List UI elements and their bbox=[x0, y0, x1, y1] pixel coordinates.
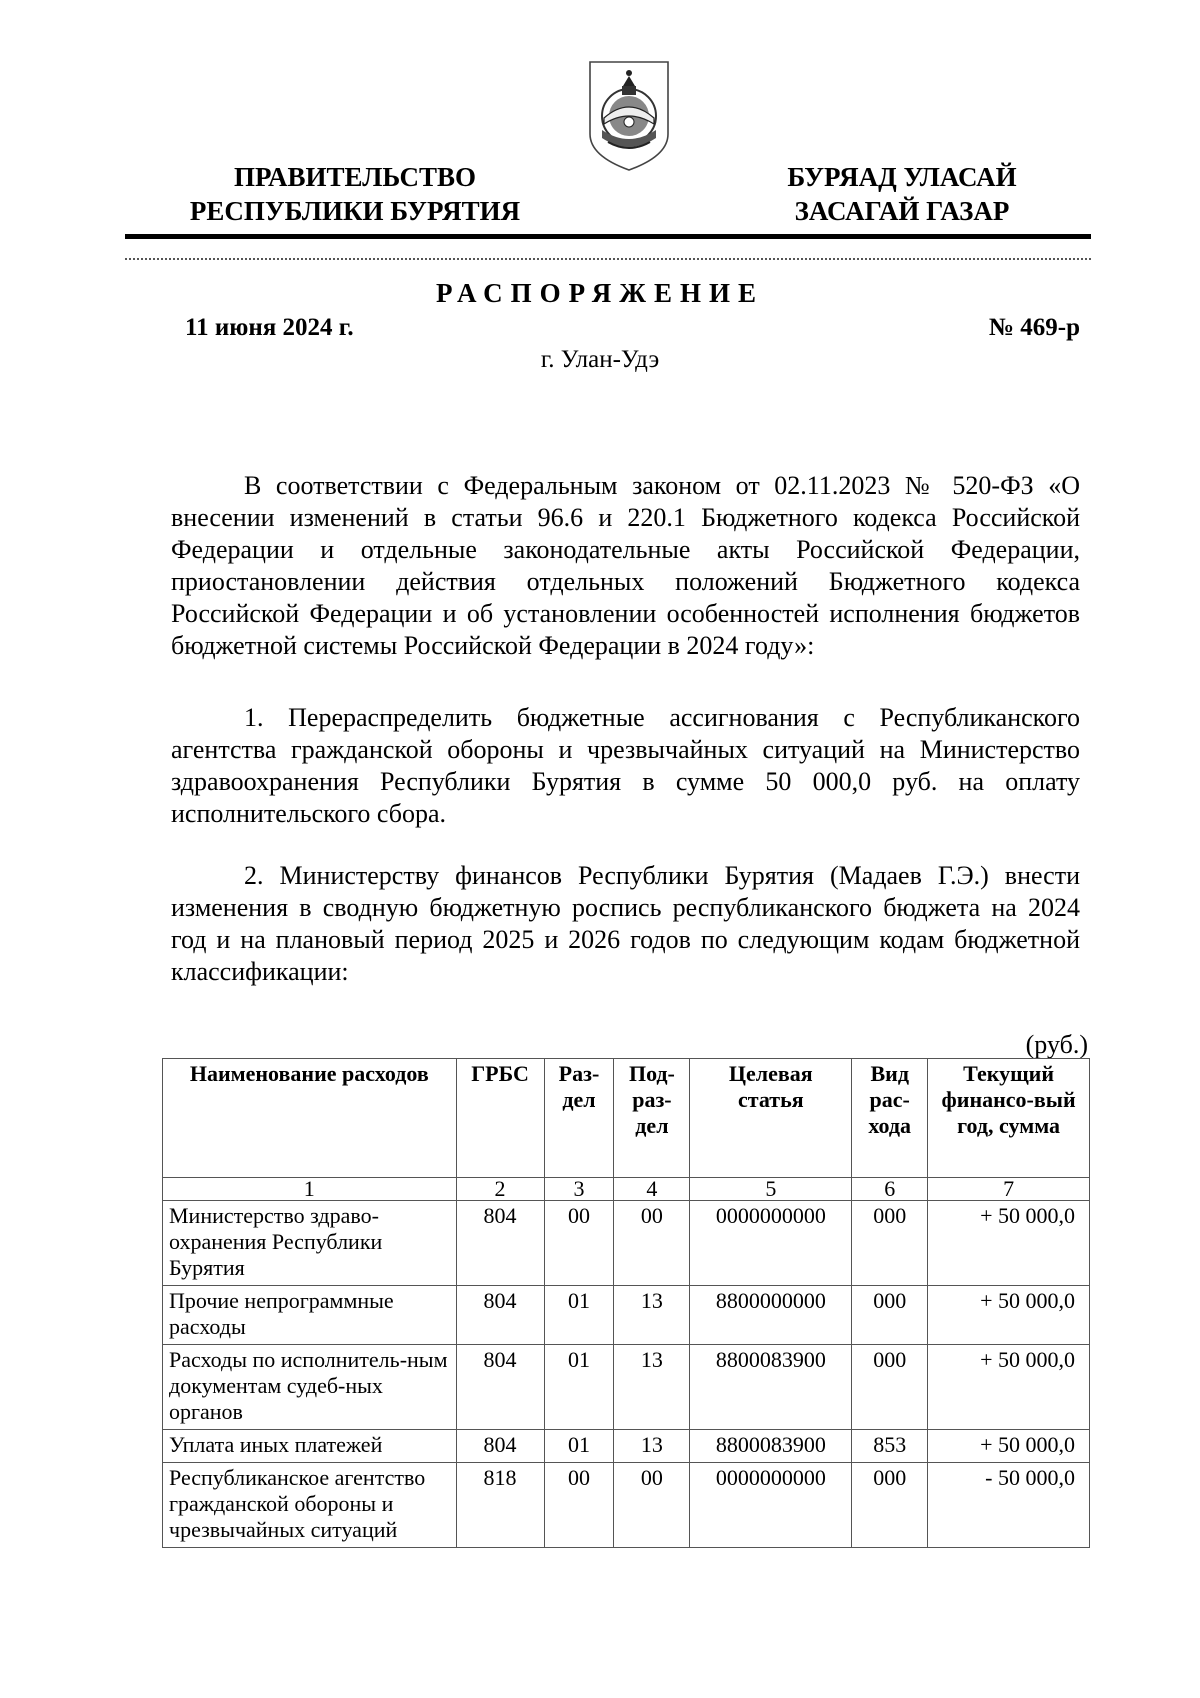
header-podrazdel: Под-раз-дел bbox=[614, 1059, 690, 1178]
row-name: Уплата иных платежей bbox=[163, 1430, 457, 1463]
row-sum: - 50 000,0 bbox=[928, 1463, 1090, 1548]
row-podrazdel: 13 bbox=[614, 1345, 690, 1430]
row-podrazdel: 13 bbox=[614, 1430, 690, 1463]
column-number: 3 bbox=[544, 1178, 614, 1201]
row-sum: + 50 000,0 bbox=[928, 1286, 1090, 1345]
row-grbs: 804 bbox=[456, 1201, 544, 1286]
table-header-row bbox=[163, 1059, 1090, 1178]
row-sum: + 50 000,0 bbox=[928, 1201, 1090, 1286]
header-right-line1: БУРЯАД УЛАСАЙ bbox=[787, 162, 1017, 192]
header-right bbox=[752, 160, 1052, 228]
item-1-text: 1. Перераспределить бюджетные ассигнования с Республиканского агентства гражданской обороны и чрезвычайных ситуаций на Министерство здравоохранения Республики Бурятия в сумме 50 000,0 руб. на оплату исполнительского сбора. bbox=[171, 703, 1080, 828]
row-article: 8800083900 bbox=[690, 1345, 852, 1430]
header-left bbox=[170, 160, 540, 228]
table-row bbox=[163, 1463, 1090, 1548]
intro-paragraph bbox=[171, 470, 1080, 662]
header-right-line2: ЗАСАГАЙ ГАЗАР bbox=[794, 196, 1010, 226]
document-date: 11 июня 2024 г. bbox=[185, 314, 354, 341]
row-razdel: 01 bbox=[544, 1345, 614, 1430]
document-type: РАСПОРЯЖЕНИЕ bbox=[435, 278, 765, 308]
table-row bbox=[163, 1345, 1090, 1430]
column-number: 2 bbox=[456, 1178, 544, 1201]
header-divider-thick bbox=[125, 234, 1091, 239]
row-article: 0000000000 bbox=[690, 1201, 852, 1286]
item-2-text: 2. Министерству финансов Республики Бурятия (Мадаев Г.Э.) внести изменения в сводную бюджетную роспись республиканского бюджета на 2024 год и на плановый период 2025 и 2026 годов по следующим кодам бюджетной классификации: bbox=[171, 861, 1080, 986]
budget-table bbox=[162, 1058, 1090, 1548]
row-vid: 000 bbox=[852, 1345, 928, 1430]
row-grbs: 818 bbox=[456, 1463, 544, 1548]
header-article: Целевая статья bbox=[690, 1059, 852, 1178]
row-name: Расходы по исполнитель-ным документам судеб-ных органов bbox=[163, 1345, 457, 1430]
row-article: 8800000000 bbox=[690, 1286, 852, 1345]
header-razdel: Раз-дел bbox=[544, 1059, 614, 1178]
row-sum: + 50 000,0 bbox=[928, 1345, 1090, 1430]
column-number: 7 bbox=[928, 1178, 1090, 1201]
column-number-row bbox=[163, 1178, 1090, 1201]
header-divider-thin bbox=[125, 258, 1091, 260]
header-name: Наименование расходов bbox=[163, 1059, 457, 1178]
table-unit: (руб.) bbox=[1025, 1030, 1088, 1059]
document-number: № 469-р bbox=[988, 314, 1080, 341]
item-2-paragraph bbox=[171, 860, 1080, 988]
row-name: Республиканское агентство гражданской обороны и чрезвычайных ситуаций bbox=[163, 1463, 457, 1548]
row-vid: 000 bbox=[852, 1201, 928, 1286]
row-name: Прочие непрограммные расходы bbox=[163, 1286, 457, 1345]
table-row bbox=[163, 1430, 1090, 1463]
row-razdel: 01 bbox=[544, 1286, 614, 1345]
header-vid: Вид рас-хода bbox=[852, 1059, 928, 1178]
header-left-line1: ПРАВИТЕЛЬСТВО bbox=[233, 162, 477, 192]
row-vid: 000 bbox=[852, 1463, 928, 1548]
row-podrazdel: 00 bbox=[614, 1463, 690, 1548]
row-sum: + 50 000,0 bbox=[928, 1430, 1090, 1463]
row-grbs: 804 bbox=[456, 1345, 544, 1430]
column-number: 6 bbox=[852, 1178, 928, 1201]
row-razdel: 01 bbox=[544, 1430, 614, 1463]
row-article: 8800083900 bbox=[690, 1430, 852, 1463]
coat-of-arms-icon bbox=[586, 56, 672, 174]
item-1-paragraph bbox=[171, 702, 1080, 830]
row-vid: 853 bbox=[852, 1430, 928, 1463]
header-left-line2: РЕСПУБЛИКИ БУРЯТИЯ bbox=[189, 196, 521, 226]
header-grbs: ГРБС bbox=[456, 1059, 544, 1178]
header-sum: Текущий финансо-вый год, сумма bbox=[928, 1059, 1090, 1178]
row-podrazdel: 00 bbox=[614, 1201, 690, 1286]
row-podrazdel: 13 bbox=[614, 1286, 690, 1345]
row-vid: 000 bbox=[852, 1286, 928, 1345]
row-razdel: 00 bbox=[544, 1463, 614, 1548]
column-number: 1 bbox=[163, 1178, 457, 1201]
table-row bbox=[163, 1286, 1090, 1345]
column-number: 4 bbox=[614, 1178, 690, 1201]
row-name: Министерство здраво-охранения Республики Бурятия bbox=[163, 1201, 457, 1286]
document-city: г. Улан-Удэ bbox=[540, 346, 660, 373]
row-grbs: 804 bbox=[456, 1286, 544, 1345]
row-razdel: 00 bbox=[544, 1201, 614, 1286]
intro-text: В соответствии с Федеральным законом от 02.11.2023 № 520-ФЗ «О внесении изменений в статьи 96.6 и 220.1 Бюджетного кодекса Российской Федерации и отдельные законодательные акты Российской Федерации, приостановлении действия отдельных положений Бюджетного кодекса Российской Федерации и об установлении особенностей исполнения бюджетов бюджетной системы Российской Федерации в 2024 году»: bbox=[171, 471, 1080, 660]
table-row bbox=[163, 1201, 1090, 1286]
row-grbs: 804 bbox=[456, 1430, 544, 1463]
row-article: 0000000000 bbox=[690, 1463, 852, 1548]
column-number: 5 bbox=[690, 1178, 852, 1201]
